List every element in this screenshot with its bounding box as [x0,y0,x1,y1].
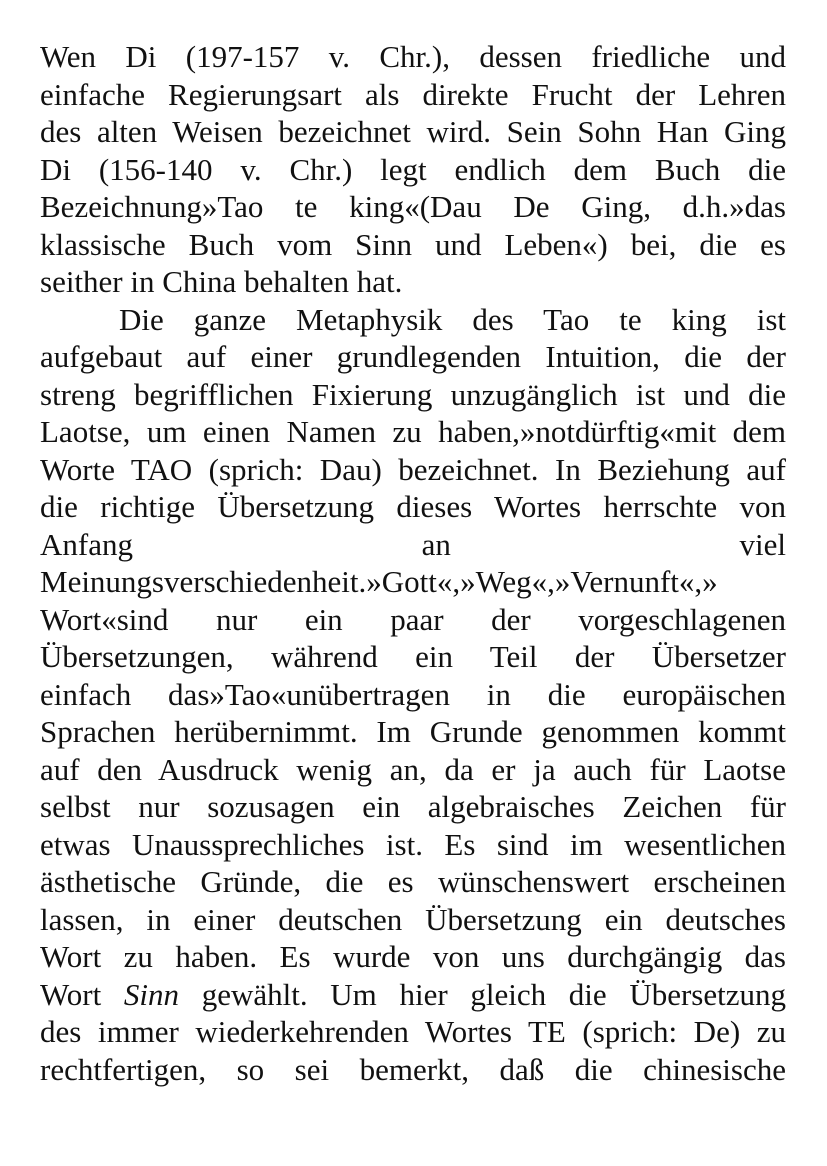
italic-term: Sinn [123,976,180,1012]
paragraph-first-line: Die ganze Metaphysik des Tao te king ist [119,301,786,337]
text-segment: Wort [40,976,102,1012]
text-line: Anfang an viel [40,526,786,562]
text-line: streng begrifflichen Fixierung unzugänglich ist und die [40,376,786,412]
body-text [40,38,786,1088]
text-line: aufgebaut auf einer grundlegenden Intuition, die der [40,339,786,374]
text-segment: gewählt. Um hier gleich die Übersetzung [201,976,787,1012]
text-line-with-italic [40,976,786,1014]
text-line: Meinungsverschiedenheit.»Gott«,»Weg«,»Vernunft«,» [40,564,718,599]
text-line: Worte TAO (sprich: Dau) bezeichnet. In Beziehung auf [40,451,786,487]
text-line: des immer wiederkehrenden Wortes TE (sprich: De) zu [40,1014,786,1049]
text-line: einfache Regierungsart als direkte Frucht der Lehren [40,76,786,112]
text-line: auf den Ausdruck wenig an, da er ja auch für Laotse [40,751,786,787]
text-line: lassen, in einer deutschen Übersetzung ein deutsches [40,901,786,937]
text-line: Sprachen herübernimmt. Im Grunde genommen kommt [40,714,786,749]
text-line: einfach das»Tao«unübertragen in die europäischen [40,676,786,712]
text-line: des alten Weisen bezeichnet wird. Sein Sohn Han Ging [40,114,786,149]
text-line: Wort«sind nur ein paar der vorgeschlagenen [40,601,786,637]
text-line: seither in China behalten hat. [40,264,403,299]
text-line: Bezeichnung»Tao te king«(Dau De Ging, d.h.»das [40,189,786,224]
text-line: Laotse, um einen Namen zu haben,»notdürftig«mit dem [40,414,786,449]
text-line: selbst nur sozusagen ein algebraisches Zeichen für [40,789,786,824]
text-line: ästhetische Gründe, die es wünschenswert erscheinen [40,864,786,899]
text-line: Di (156-140 v. Chr.) legt endlich dem Buch die [40,151,786,187]
text-line: rechtfertigen, so sei bemerkt, daß die chinesische [40,1051,786,1087]
text-line: Wort zu haben. Es wurde von uns durchgängig das [40,939,786,974]
text-line: die richtige Übersetzung dieses Wortes herrschte von [40,489,786,524]
text-line: Übersetzungen, während ein Teil der Übersetzer [40,639,786,674]
text-line: Wen Di (197-157 v. Chr.), dessen friedliche und [40,39,786,74]
text-line: klassische Buch vom Sinn und Leben«) bei, die es [40,226,786,262]
text-line: etwas Unaussprechliches ist. Es sind im wesentlichen [40,826,786,862]
